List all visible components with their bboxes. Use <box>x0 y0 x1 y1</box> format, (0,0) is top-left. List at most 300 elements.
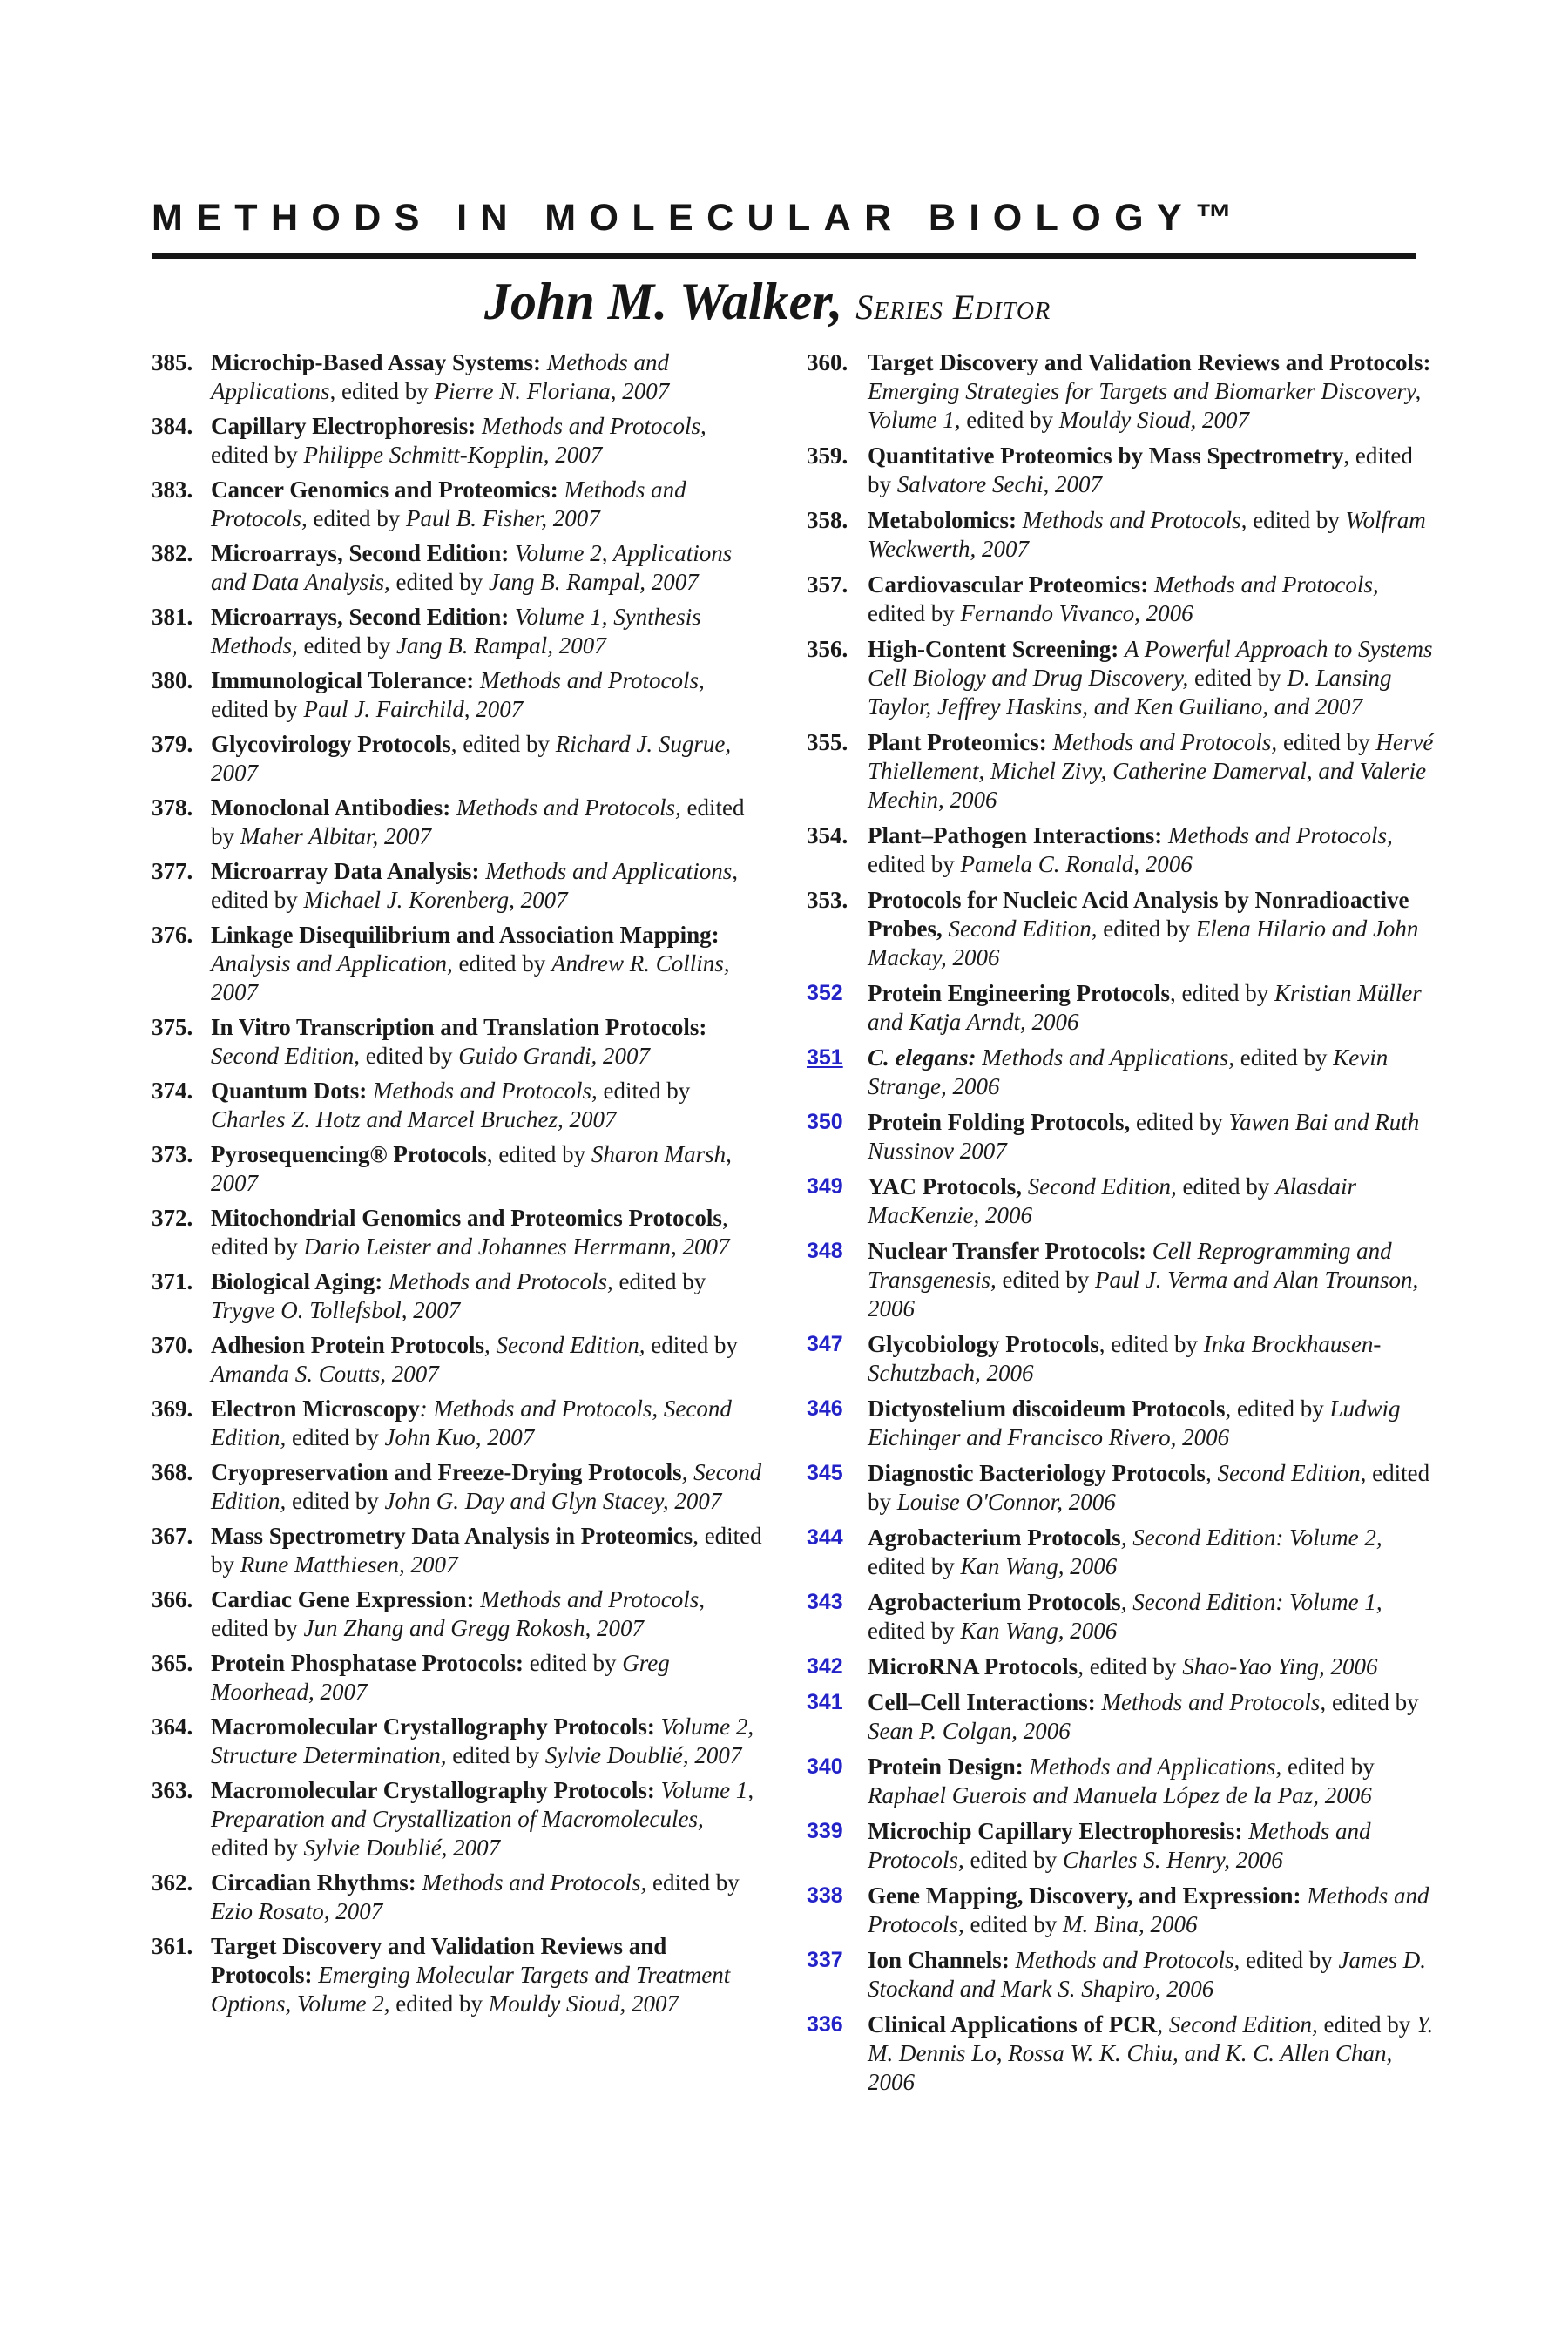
book-entry <box>807 1946 1434 2004</box>
volume-number[interactable]: 339 <box>807 1819 843 1843</box>
book-editors: Jang B. Rampal, 2007 <box>395 632 606 659</box>
volume-number: 373. <box>152 1141 193 1167</box>
book-description <box>868 2011 1434 2097</box>
book-editors: Inka Brockhausen-Schutzbach, 2006 <box>868 1331 1382 1386</box>
book-description <box>868 1946 1434 2004</box>
book-title: Clinical Applications of PCR <box>868 2011 1158 2038</box>
volume-number: 372. <box>152 1205 193 1231</box>
book-title: Adhesion Protein Protocols <box>211 1332 484 1358</box>
volume-number: 365. <box>152 1650 193 1676</box>
edited-by: edited by <box>211 794 745 849</box>
book-entry <box>152 603 765 660</box>
book-entry <box>152 539 765 597</box>
book-title: Target Discovery and Validation Reviews and Protocols: <box>211 1933 667 1988</box>
book-entry <box>152 348 765 406</box>
book-description <box>211 1077 765 1134</box>
book-title: Microarrays, Second Edition: <box>211 604 510 630</box>
book-description <box>868 1753 1434 1810</box>
edited-by: edited by <box>868 600 961 626</box>
book-subtitle: , Second Edition, <box>211 1459 762 1514</box>
book-title: Protocols for Nucleic Acid Analysis by Nonradioactive Probes, <box>868 887 1409 942</box>
edited-by: , edited by <box>211 1523 762 1578</box>
book-subtitle: Cell Reprogramming and Transgenesis, <box>868 1238 1392 1293</box>
book-title: Electron Microscopy <box>211 1396 420 1422</box>
book-entry <box>807 1652 1434 1681</box>
book-description <box>211 1458 765 1516</box>
edited-by: edited by <box>868 1553 961 1579</box>
book-description <box>211 921 765 1007</box>
book-description <box>211 1013 765 1071</box>
edited-by: edited by <box>389 1990 489 2017</box>
right-column <box>807 348 1434 2097</box>
book-editors: Sean P. Colgan, 2006 <box>868 1718 1071 1744</box>
book-subtitle: , Second Edition: Volume 1, <box>1120 1589 1382 1615</box>
volume-number[interactable]: 348 <box>807 1239 843 1263</box>
volume-number: 363. <box>152 1777 193 1803</box>
book-entry <box>152 730 765 787</box>
edited-by: edited by <box>1247 507 1346 533</box>
book-description <box>868 442 1434 499</box>
book-title: Cardiac Gene Expression: <box>211 1586 475 1612</box>
edited-by: edited by <box>612 1268 706 1294</box>
book-title: Plant–Pathogen Interactions: <box>868 822 1163 848</box>
volume-number: 367. <box>152 1523 193 1549</box>
book-description <box>868 506 1434 564</box>
volume-number: 370. <box>152 1332 193 1358</box>
edited-by: , edited by <box>486 1141 591 1167</box>
book-editors: Sylvie Doublié, 2007 <box>544 1742 742 1768</box>
book-subtitle: Volume 2, Structure Determination, <box>211 1713 754 1768</box>
book-entry <box>807 886 1434 972</box>
book-editors: Maher Albitar, 2007 <box>240 823 432 849</box>
book-title: Metabolomics: <box>868 507 1017 533</box>
book-entry <box>807 2011 1434 2097</box>
edited-by: edited by <box>389 569 489 595</box>
editor-role: Series Editor <box>855 287 1051 327</box>
book-editors: M. Bina, 2006 <box>1062 1911 1198 1937</box>
edited-by: edited by <box>286 1488 385 1514</box>
book-entry <box>152 1932 765 2018</box>
book-title: MicroRNA Protocols <box>868 1653 1078 1680</box>
book-editors: Greg Moorhead, 2007 <box>211 1650 670 1705</box>
edited-by: edited by <box>996 1267 1096 1293</box>
book-description <box>211 1395 765 1452</box>
book-entry <box>152 1395 765 1452</box>
book-title: Microchip-Based Assay Systems: <box>211 349 542 375</box>
edited-by: , edited by <box>211 1205 728 1260</box>
book-description <box>211 1776 765 1862</box>
book-editors: Charles Z. Hotz and Marcel Bruchez, 2007 <box>211 1106 617 1132</box>
book-title: Protein Phosphatase Protocols: <box>211 1650 524 1676</box>
series-editor-line <box>484 272 1051 332</box>
book-editors: Salvatore Sechi, 2007 <box>896 471 1102 497</box>
book-title: Cancer Genomics and Proteomics: <box>211 476 558 503</box>
edited-by: edited by <box>523 1650 623 1676</box>
book-editors: Sylvie Doublié, 2007 <box>303 1835 501 1861</box>
book-editors: Raphael Guerois and Manuela López de la Paz, 2006 <box>868 1782 1372 1808</box>
book-entry <box>807 1459 1434 1517</box>
book-entry <box>152 1204 765 1261</box>
book-subtitle: Methods and Protocols, <box>389 1268 613 1294</box>
book-title: Capillary Electrophoresis: <box>211 413 476 439</box>
book-description <box>868 821 1434 879</box>
book-editors: Kristian Müller and Katja Arndt, 2006 <box>868 980 1422 1035</box>
book-title: Microarray Data Analysis: <box>211 858 480 884</box>
book-subtitle: Methods and Protocols, <box>211 476 686 531</box>
volume-number[interactable]: 349 <box>807 1174 843 1199</box>
book-description <box>868 979 1434 1037</box>
book-subtitle: , Second Edition, <box>484 1332 645 1358</box>
book-editors: Pamela C. Ronald, 2006 <box>960 851 1193 877</box>
book-entry <box>152 1522 765 1579</box>
book-subtitle: Methods and Applications, <box>211 349 669 404</box>
book-description <box>211 348 765 406</box>
book-entry <box>807 1688 1434 1746</box>
book-description <box>211 1713 765 1770</box>
volume-number: 356. <box>807 636 848 662</box>
edited-by: edited by <box>211 1835 304 1861</box>
book-editors: Fernando Vivanco, 2006 <box>960 600 1193 626</box>
book-entry <box>152 1585 765 1643</box>
book-description <box>868 1395 1434 1452</box>
book-editors: Hervé Thiellement, Michel Zivy, Catherine Damerval, and Valerie Mechin, 2006 <box>868 729 1434 813</box>
book-entry <box>807 506 1434 564</box>
volume-number: 383. <box>152 476 193 503</box>
book-subtitle: Methods and Protocols, <box>1101 1689 1327 1715</box>
volume-number[interactable]: 342 <box>807 1654 843 1679</box>
edited-by: edited by <box>446 1742 545 1768</box>
edited-by: edited by <box>1234 1044 1334 1071</box>
book-subtitle: A Powerful Approach to Systems Cell Biology and Drug Discovery, <box>868 636 1433 691</box>
book-description <box>868 1108 1434 1166</box>
book-subtitle: Methods and Protocols, <box>482 413 706 439</box>
book-editors: Kan Wang, 2006 <box>960 1618 1118 1644</box>
edited-by: edited by <box>646 1869 740 1896</box>
book-title: Agrobacterium Protocols <box>868 1589 1121 1615</box>
book-description <box>868 728 1434 814</box>
book-entry <box>152 476 765 533</box>
book-subtitle: , Second Edition: Volume 2, <box>1120 1524 1382 1551</box>
book-entry <box>152 1458 765 1516</box>
book-title: Macromolecular Crystallography Protocols: <box>211 1777 655 1803</box>
title-rule <box>152 253 1416 259</box>
book-title: Microarrays, Second Edition: <box>211 540 510 566</box>
book-editors: Rune Matthiesen, 2007 <box>240 1551 458 1578</box>
book-description <box>211 1522 765 1579</box>
book-editors: Y. M. Dennis Lo, Rossa W. K. Chiu, and K. C. Allen Chan, 2006 <box>868 2011 1434 2095</box>
book-entry <box>807 728 1434 814</box>
edited-by: edited by <box>211 696 304 722</box>
book-subtitle: Methods and Protocols, <box>456 794 681 821</box>
book-entry <box>807 348 1434 435</box>
book-title: Diagnostic Bacteriology Protocols <box>868 1460 1206 1486</box>
book-description <box>211 1649 765 1707</box>
book-editors: Shao-Yao Ying, 2006 <box>1182 1653 1378 1680</box>
edited-by: edited by <box>211 1615 304 1641</box>
book-entry <box>807 442 1434 499</box>
edited-by: edited by <box>1188 665 1288 691</box>
edited-by: edited by <box>1240 1947 1339 1973</box>
book-subtitle: , Second Edition, <box>1157 2011 1318 2038</box>
book-subtitle: Methods and Protocols, <box>868 1882 1429 1937</box>
book-editors: Jun Zhang and Gregg Rokosh, 2007 <box>303 1615 644 1641</box>
book-title: Linkage Disequilibrium and Association Mapping: <box>211 922 720 948</box>
book-entry <box>807 1237 1434 1323</box>
volume-number: 353. <box>807 887 848 913</box>
volume-number: 364. <box>152 1713 193 1740</box>
book-description <box>868 571 1434 628</box>
book-entry <box>152 1649 765 1707</box>
book-editors: Amanda S. Coutts, 2007 <box>211 1361 439 1387</box>
volume-number[interactable]: 340 <box>807 1754 843 1779</box>
volume-number: 360. <box>807 349 848 375</box>
book-subtitle: Methods and Protocols, <box>1015 1947 1240 1973</box>
book-subtitle: Methods and Applications, <box>1029 1754 1282 1780</box>
book-title: Gene Mapping, Discovery, and Expression: <box>868 1882 1301 1909</box>
book-subtitle: Second Edition, <box>948 916 1098 942</box>
book-description <box>868 1524 1434 1581</box>
book-description <box>211 1331 765 1389</box>
edited-by: edited by <box>452 950 551 977</box>
book-title: Quantum Dots: <box>211 1078 368 1104</box>
book-description <box>868 348 1434 435</box>
edited-by: edited by <box>868 1618 961 1644</box>
book-subtitle: Volume 1, Synthesis Methods, <box>211 604 701 659</box>
book-subtitle: Methods and Applications, <box>982 1044 1234 1071</box>
book-description <box>211 730 765 787</box>
editor-name: John M. Walker, <box>484 273 843 330</box>
book-description <box>868 1688 1434 1746</box>
book-title: Protein Engineering Protocols <box>868 980 1170 1006</box>
book-entry <box>807 635 1434 721</box>
book-entry <box>152 1013 765 1071</box>
edited-by: edited by <box>335 378 435 404</box>
edited-by: edited by <box>1176 1173 1275 1200</box>
book-subtitle: Methods and Protocols, <box>480 667 705 693</box>
book-description <box>211 1267 765 1325</box>
volume-number: 357. <box>807 571 848 598</box>
volume-number[interactable]: 336 <box>807 2012 843 2037</box>
book-editors: Richard J. Sugrue, 2007 <box>211 731 732 786</box>
book-title: In Vitro Transcription and Translation Protocols: <box>211 1014 707 1040</box>
book-editors: Philippe Schmitt-Kopplin, 2007 <box>303 442 603 468</box>
book-editors: Ludwig Eichinger and Francisco Rivero, 2006 <box>868 1396 1401 1450</box>
book-title: Biological Aging: <box>211 1268 383 1294</box>
book-title: Glycobiology Protocols <box>868 1331 1099 1357</box>
book-title: Cell–Cell Interactions: <box>868 1689 1096 1715</box>
volume-number[interactable]: 351 <box>807 1045 843 1070</box>
book-entry <box>152 1077 765 1134</box>
edited-by: edited by <box>211 442 304 468</box>
edited-by: edited by <box>963 1847 1063 1873</box>
book-editors: Wolfram Weckwerth, 2007 <box>868 507 1426 562</box>
book-subtitle: Methods and Protocols, <box>1153 571 1379 598</box>
book-entry <box>807 1173 1434 1230</box>
book-entry <box>152 794 765 851</box>
edited-by: edited by <box>868 851 961 877</box>
book-entry <box>152 1869 765 1926</box>
book-entry <box>807 1588 1434 1646</box>
volume-number[interactable]: 350 <box>807 1110 843 1134</box>
volume-number[interactable]: 341 <box>807 1690 843 1714</box>
book-subtitle: Methods and Protocols, <box>373 1078 598 1104</box>
volume-number[interactable]: 346 <box>807 1396 843 1421</box>
book-editors: Kan Wang, 2006 <box>960 1553 1118 1579</box>
book-entry <box>807 1044 1434 1101</box>
book-title: Glycovirology Protocols <box>211 731 451 757</box>
book-description <box>211 857 765 915</box>
volume-number: 374. <box>152 1078 193 1104</box>
book-editors: Yawen Bai and Ruth Nussinov 2007 <box>868 1109 1420 1164</box>
book-entry <box>807 1882 1434 1939</box>
book-title: Mitochondrial Genomics and Proteomics Protocols <box>211 1205 722 1231</box>
book-title: Cardiovascular Proteomics: <box>868 571 1149 598</box>
book-subtitle: : Methods and Protocols, Second Edition, <box>211 1396 732 1450</box>
volume-number: 377. <box>152 858 193 884</box>
book-subtitle: Methods and Applications, <box>485 858 738 884</box>
volume-number[interactable]: 352 <box>807 981 843 1005</box>
edited-by: edited by <box>1277 729 1376 755</box>
book-title: Mass Spectrometry Data Analysis in Proteomics <box>211 1523 693 1549</box>
book-title: Macromolecular Crystallography Protocols: <box>211 1713 655 1740</box>
book-editors: Charles S. Henry, 2006 <box>1062 1847 1283 1873</box>
edited-by: edited by <box>1097 916 1196 942</box>
book-title: Nuclear Transfer Protocols: <box>868 1238 1146 1264</box>
book-title: Circadian Rhythms: <box>211 1869 416 1896</box>
book-editors: Sharon Marsh, 2007 <box>211 1141 732 1196</box>
edited-by: , edited by <box>868 443 1413 497</box>
volume-number: 376. <box>152 922 193 948</box>
book-title: Pyrosequencing® Protocols <box>211 1141 487 1167</box>
volume-number: 380. <box>152 667 193 693</box>
book-title: Monoclonal Antibodies: <box>211 794 451 821</box>
book-description <box>211 412 765 470</box>
edited-by: edited by <box>211 887 304 913</box>
volume-number[interactable]: 338 <box>807 1883 843 1908</box>
book-entry <box>807 821 1434 879</box>
book-entry <box>152 1267 765 1325</box>
edited-by: edited by <box>307 505 406 531</box>
book-description <box>868 1044 1434 1101</box>
volume-number: 369. <box>152 1396 193 1422</box>
edited-by: edited by <box>359 1043 459 1069</box>
book-description <box>211 1869 765 1926</box>
series-title: METHODS IN MOLECULAR BIOLOGY™ <box>152 197 1247 239</box>
volume-number: 362. <box>152 1869 193 1896</box>
book-subtitle: , Second Edition, <box>1205 1460 1367 1486</box>
book-description <box>868 1237 1434 1323</box>
book-editors: Louise O'Connor, 2006 <box>896 1489 1116 1515</box>
volume-number: 384. <box>152 413 193 439</box>
book-editors: Paul J. Verma and Alan Trounson, 2006 <box>868 1267 1419 1321</box>
book-description <box>211 476 765 533</box>
book-title: Target Discovery and Validation Reviews and Protocols: <box>868 349 1431 375</box>
volume-number[interactable]: 347 <box>807 1332 843 1356</box>
book-editors: Pierre N. Floriana, 2007 <box>434 378 670 404</box>
book-editors: Paul J. Fairchild, 2007 <box>303 696 524 722</box>
book-description <box>868 1330 1434 1388</box>
book-title: Agrobacterium Protocols <box>868 1524 1121 1551</box>
book-title: High-Content Screening: <box>868 636 1119 662</box>
edited-by: , edited by <box>1078 1653 1183 1680</box>
book-description <box>211 1204 765 1261</box>
volume-number[interactable]: 344 <box>807 1525 843 1550</box>
volume-number: 359. <box>807 443 848 469</box>
book-subtitle: Methods and Protocols, <box>1022 507 1247 533</box>
book-subtitle: Second Edition, <box>1027 1173 1177 1200</box>
book-editors: Mouldy Sioud, 2007 <box>1058 407 1249 433</box>
volume-number: 355. <box>807 729 848 755</box>
book-description <box>211 666 765 724</box>
book-description <box>211 1585 765 1643</box>
book-subtitle: Methods and Protocols, <box>868 1818 1371 1873</box>
book-editors: Andrew R. Collins, 2007 <box>211 950 730 1005</box>
edited-by: edited by <box>963 1911 1063 1937</box>
book-entry <box>152 1331 765 1389</box>
book-subtitle: Analysis and Application, <box>211 950 453 977</box>
volume-number: 361. <box>152 1933 193 1959</box>
book-entry <box>807 1817 1434 1875</box>
volume-number[interactable]: 343 <box>807 1590 843 1614</box>
book-subtitle: Emerging Strategies for Targets and Biomarker Discovery, Volume 1, <box>868 378 1422 433</box>
volume-number[interactable]: 337 <box>807 1948 843 1972</box>
volume-number: 378. <box>152 794 193 821</box>
volume-number: 382. <box>152 540 193 566</box>
edited-by: edited by <box>868 1460 1430 1515</box>
edited-by: , edited by <box>450 731 556 757</box>
book-editors: Guido Grandi, 2007 <box>458 1043 650 1069</box>
book-subtitle: Methods and Protocols, <box>480 1586 705 1612</box>
volume-number[interactable]: 345 <box>807 1461 843 1485</box>
edited-by: edited by <box>960 407 1059 433</box>
book-subtitle: Methods and Protocols, <box>422 1869 647 1896</box>
book-description <box>868 635 1434 721</box>
book-title: Dictyostelium discoideum Protocols <box>868 1396 1226 1422</box>
book-entry <box>807 979 1434 1037</box>
book-description <box>868 1173 1434 1230</box>
book-editors: Dario Leister and Johannes Herrmann, 2007 <box>303 1233 730 1260</box>
edited-by: , edited by <box>1098 1331 1204 1357</box>
volume-number: 385. <box>152 349 193 375</box>
book-title: Protein Design: <box>868 1754 1024 1780</box>
edited-by: edited by <box>1130 1109 1229 1135</box>
book-entry <box>152 921 765 1007</box>
edited-by: , edited by <box>1225 1396 1330 1422</box>
book-editors: D. Lansing Taylor, Jeffrey Haskins, and Ken Guiliano, and 2007 <box>868 665 1392 720</box>
book-description <box>211 1140 765 1198</box>
volume-number: 379. <box>152 731 193 757</box>
left-column <box>152 348 765 2018</box>
edited-by: edited by <box>297 632 396 659</box>
book-description <box>868 886 1434 972</box>
book-editors: Trygve O. Tollefsbol, 2007 <box>211 1297 461 1323</box>
volume-number: 368. <box>152 1459 193 1485</box>
volume-number: 371. <box>152 1268 193 1294</box>
book-title: Microchip Capillary Electrophoresis: <box>868 1818 1243 1844</box>
book-entry <box>152 1713 765 1770</box>
book-description <box>211 603 765 660</box>
book-description <box>211 539 765 597</box>
book-entry <box>152 1776 765 1862</box>
book-title: Cryopreservation and Freeze-Drying Protocols <box>211 1459 682 1485</box>
book-title: Quantitative Proteomics by Mass Spectrometry <box>868 443 1344 469</box>
book-subtitle: Methods and Protocols, <box>1052 729 1278 755</box>
book-editors: John G. Day and Glyn Stacey, 2007 <box>384 1488 722 1514</box>
book-description <box>868 1652 1434 1681</box>
book-editors: John Kuo, 2007 <box>384 1424 535 1450</box>
book-entry <box>807 1753 1434 1810</box>
book-description <box>868 1588 1434 1646</box>
